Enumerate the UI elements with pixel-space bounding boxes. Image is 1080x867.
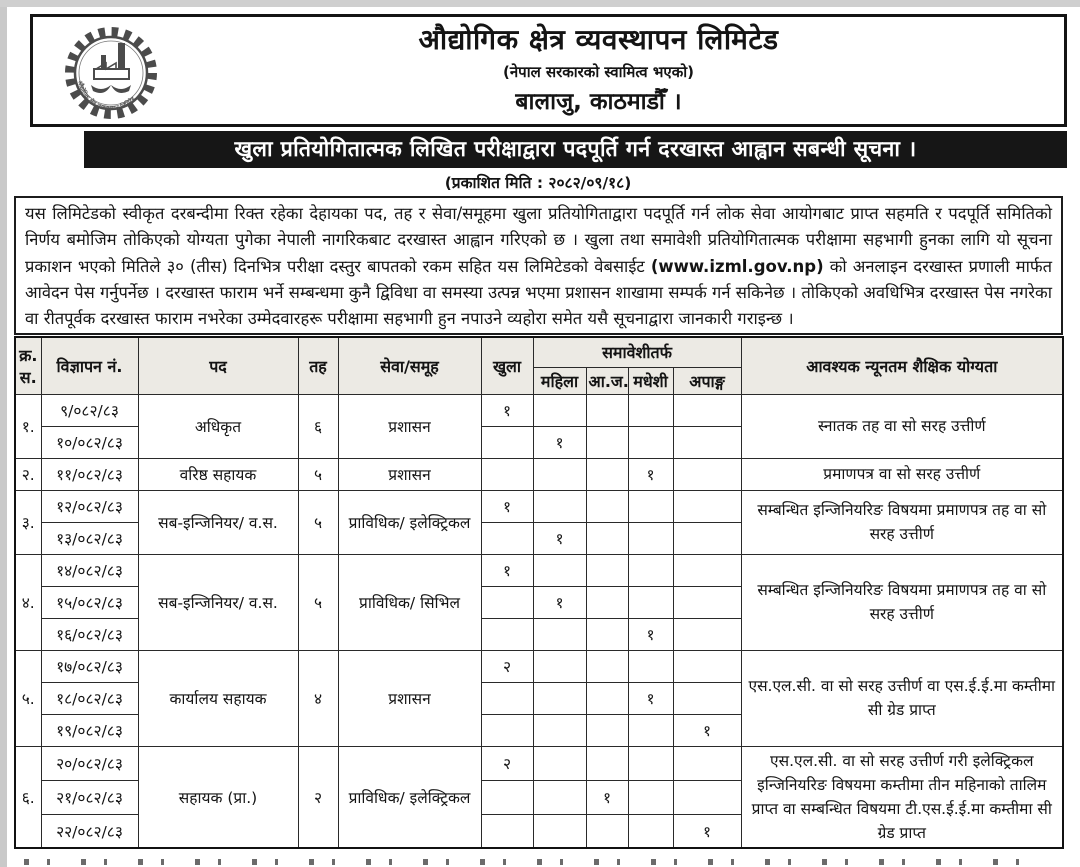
cell-advt-no: २०/०८२/८३	[41, 746, 138, 780]
cell-aja	[586, 714, 628, 746]
cell-open	[481, 618, 533, 650]
cell-level: ५	[298, 490, 338, 554]
cell-aja	[586, 746, 628, 780]
cell-female: १	[533, 426, 586, 458]
cell-female	[533, 458, 586, 490]
cell-apanga	[673, 618, 741, 650]
cell-service: प्रशासन	[338, 650, 481, 746]
letterhead	[30, 14, 1067, 127]
cell-open	[481, 780, 533, 814]
cell-sn: ४.	[15, 554, 41, 650]
cell-apanga: १	[673, 814, 741, 848]
table-row	[15, 554, 1063, 586]
cell-open: २	[481, 746, 533, 780]
cell-advt-no: ९/०८२/८३	[41, 394, 138, 426]
cell-level: ६	[298, 394, 338, 458]
cell-post: वरिष्ठ सहायक	[138, 458, 298, 490]
cell-apanga	[673, 490, 741, 522]
cell-service: प्राविधिक/ इलेक्ट्रिकल	[338, 746, 481, 848]
col-header-open: खुला	[481, 337, 533, 394]
cell-level: ५	[298, 554, 338, 650]
cell-madhesi	[628, 586, 673, 618]
cell-sn: ३.	[15, 490, 41, 554]
cell-qualification: एस.एल.सी. वा सो सरह उत्तीर्ण गरी इलेक्ट्रिकल इन्जिनियरिङ विषयमा कम्तीमा तीन महिनाको तालिम प्राप्त वा सम्बन्धित विषयमा टी.एस.ई.ई.मा कम्तीमा सी ग्रेड प्राप्त	[741, 746, 1063, 848]
cutoff-text-fragment	[24, 859, 1044, 865]
cell-sn: ५.	[15, 650, 41, 746]
cell-female: १	[533, 522, 586, 554]
cell-female	[533, 618, 586, 650]
cell-female	[533, 746, 586, 780]
cell-qualification: सम्बन्धित इन्जिनियरिङ विषयमा प्रमाणपत्र तह वा सो सरह उत्तीर्ण	[741, 490, 1063, 554]
cell-sn: १.	[15, 394, 41, 458]
cell-apanga	[673, 780, 741, 814]
logo-curved-text: औद्योगिक क्षेत्र व्यवस्थापन लिमिटेड	[76, 79, 137, 113]
cell-madhesi	[628, 426, 673, 458]
cell-aja	[586, 554, 628, 586]
cell-advt-no: १४/०८२/८३	[41, 554, 138, 586]
cell-open	[481, 586, 533, 618]
cell-sn: ६.	[15, 746, 41, 848]
cell-madhesi	[628, 522, 673, 554]
table-row	[15, 746, 1063, 780]
cell-madhesi: १	[628, 618, 673, 650]
cell-open: १	[481, 394, 533, 426]
cell-aja: १	[586, 780, 628, 814]
col-header-madhesi: मधेशी	[628, 367, 673, 394]
cell-madhesi	[628, 490, 673, 522]
cell-advt-no: १६/०८२/८३	[41, 618, 138, 650]
cell-madhesi	[628, 714, 673, 746]
cell-qualification: प्रमाणपत्र वा सो सरह उत्तीर्ण	[741, 458, 1063, 490]
cell-open	[481, 426, 533, 458]
cell-post: अधिकृत	[138, 394, 298, 458]
cell-apanga	[673, 746, 741, 780]
cell-madhesi	[628, 394, 673, 426]
cell-open	[481, 682, 533, 714]
col-header-level: तह	[298, 337, 338, 394]
cell-aja	[586, 682, 628, 714]
cell-open	[481, 522, 533, 554]
col-header-advt-no: विज्ञापन नं.	[41, 337, 138, 394]
cell-advt-no: १२/०८२/८३	[41, 490, 138, 522]
cell-level: ४	[298, 650, 338, 746]
col-header-inclusive-group: समावेशीतर्फ	[533, 337, 741, 367]
body-text-part1: यस लिमिटेडको स्वीकृत दरबन्दीमा रिक्त रहेका देहायका पद, तह र सेवा/समूहमा खुला प्रतियोगिताद्वारा पदपूर्ति गर्न लोक सेवा आयोगबाट प्राप्त सहमति र पदपूर्ति समितिको निर्णय बमोजिम तोकिएको योग्यता पुगेका नेपाली नागरिकबाट दरखास्त आह्वान गरिएको छ । खुला तथा समावेशी प्रतियोगितात्मक परीक्षामा सहभागी हुनका लागि यो सूचना प्रकाशन भएको मितिले ३० (तीस) दिनभित्र परीक्षा दस्तुर बापतको रकम सहित यस लिमिटेडको वेबसाईट	[25, 204, 1052, 276]
cell-qualification: एस.एल.सी. वा सो सरह उत्तीर्ण वा एस.ई.ई.मा कम्तीमा सी ग्रेड प्राप्त	[741, 650, 1063, 746]
cell-advt-no: १०/०८२/८३	[41, 426, 138, 458]
cell-service: प्राविधिक/ सिभिल	[338, 554, 481, 650]
cell-apanga	[673, 650, 741, 682]
cell-qualification: सम्बन्धित इन्जिनियरिङ विषयमा प्रमाणपत्र तह वा सो सरह उत्तीर्ण	[741, 554, 1063, 650]
cell-female	[533, 780, 586, 814]
cell-female	[533, 714, 586, 746]
cell-female	[533, 650, 586, 682]
org-ownership-line: (नेपाल सरकारको स्वामित्व भएको)	[503, 63, 694, 81]
col-header-apanga: अपाङ्ग	[673, 367, 741, 394]
notice-title-bar: खुला प्रतियोगितात्मक लिखित परीक्षाद्वारा पदपूर्ति गर्न दरखास्त आह्वान सबन्धी सूचना ।	[84, 131, 1067, 168]
published-date: (प्रकाशित मिति : २०८२/०९/१८)	[444, 174, 632, 192]
cell-advt-no: ११/०८२/८३	[41, 458, 138, 490]
cell-advt-no: १९/०८२/८३	[41, 714, 138, 746]
cell-madhesi	[628, 746, 673, 780]
col-header-service-group: सेवा/समूह	[338, 337, 481, 394]
cell-open	[481, 814, 533, 848]
cell-advt-no: २२/०८२/८३	[41, 814, 138, 848]
body-text-part2: को अनलाइन दरखास्त प्रणाली मार्फत आवेदन पेस गर्नुपर्नेछ । दरखास्त फाराम भर्ने सम्बन्धमा कुनै द्विविधा वा समस्या उत्पन्न भएमा प्रशासन शाखामा सम्पर्क गर्न सकिनेछ । तोकिएको अवधिभित्र दरखास्त पेस नगरेका वा रीतपूर्वक दरखास्त फाराम नभरेका उम्मेदवारहरू परीक्षामा सहभागी हुन नपाउने व्यहोरा समेत यसै सूचनाद्वारा जानकारी गराइन्छ ।	[25, 256, 1053, 329]
cell-level: २	[298, 746, 338, 848]
cell-madhesi	[628, 554, 673, 586]
gear-factory-logo-icon	[61, 23, 161, 123]
cell-madhesi	[628, 814, 673, 848]
cell-aja	[586, 618, 628, 650]
org-name: औद्योगिक क्षेत्र व्यवस्थापन लिमिटेड	[418, 23, 779, 56]
cell-advt-no: १५/०८२/८३	[41, 586, 138, 618]
cell-open	[481, 714, 533, 746]
cell-apanga	[673, 426, 741, 458]
cell-aja	[586, 522, 628, 554]
cell-apanga	[673, 682, 741, 714]
vacancy-table	[14, 336, 1064, 849]
cell-apanga: १	[673, 714, 741, 746]
cell-post: सहायक (प्रा.)	[138, 746, 298, 848]
cell-advt-no: १७/०८२/८३	[41, 650, 138, 682]
cell-apanga	[673, 458, 741, 490]
col-header-qualification: आवश्यक न्यूनतम शैक्षिक योग्यता	[741, 337, 1063, 394]
cell-madhesi	[628, 650, 673, 682]
cell-advt-no: २१/०८२/८३	[41, 780, 138, 814]
cell-aja	[586, 586, 628, 618]
cell-female	[533, 682, 586, 714]
table-row	[15, 458, 1063, 490]
cell-female	[533, 554, 586, 586]
cell-service: प्रशासन	[338, 394, 481, 458]
col-header-adibasi-janajati: आ.ज.	[586, 367, 628, 394]
cell-open: २	[481, 650, 533, 682]
cell-qualification: स्नातक तह वा सो सरह उत्तीर्ण	[741, 394, 1063, 458]
org-location: बालाजु, काठमाडौँ ।	[515, 89, 682, 115]
scan-edge-left	[0, 0, 7, 867]
col-header-female: महिला	[533, 367, 586, 394]
table-row	[15, 650, 1063, 682]
cell-level: ५	[298, 458, 338, 490]
cell-madhesi: १	[628, 682, 673, 714]
cell-advt-no: १३/०८२/८३	[41, 522, 138, 554]
cell-madhesi: १	[628, 458, 673, 490]
notice-body-paragraph	[14, 196, 1063, 335]
cell-aja	[586, 394, 628, 426]
cell-female	[533, 814, 586, 848]
org-logo	[61, 23, 161, 123]
cell-aja	[586, 490, 628, 522]
col-header-post: पद	[138, 337, 298, 394]
cell-sn: २.	[15, 458, 41, 490]
cell-advt-no: १८/०८२/८३	[41, 682, 138, 714]
cell-madhesi	[628, 780, 673, 814]
cell-apanga	[673, 522, 741, 554]
cell-service: प्रशासन	[338, 458, 481, 490]
cell-female	[533, 490, 586, 522]
cell-aja	[586, 426, 628, 458]
table-row	[15, 490, 1063, 522]
cell-aja	[586, 814, 628, 848]
cell-apanga	[673, 586, 741, 618]
cell-service: प्राविधिक/ इलेक्ट्रिकल	[338, 490, 481, 554]
cell-open: १	[481, 554, 533, 586]
cell-apanga	[673, 394, 741, 426]
cell-female	[533, 394, 586, 426]
cell-open: १	[481, 490, 533, 522]
cell-female: १	[533, 586, 586, 618]
website-url: (www.izml.gov.np)	[650, 256, 824, 276]
cell-aja	[586, 458, 628, 490]
cell-post: सब-इन्जिनियर/ व.स.	[138, 554, 298, 650]
cell-aja	[586, 650, 628, 682]
cell-open	[481, 458, 533, 490]
col-header-sn: क्र. स.	[15, 337, 41, 394]
table-row	[15, 394, 1063, 426]
cell-post: सब-इन्जिनियर/ व.स.	[138, 490, 298, 554]
cell-post: कार्यालय सहायक	[138, 650, 298, 746]
scan-edge-top	[0, 0, 1080, 7]
cell-apanga	[673, 554, 741, 586]
